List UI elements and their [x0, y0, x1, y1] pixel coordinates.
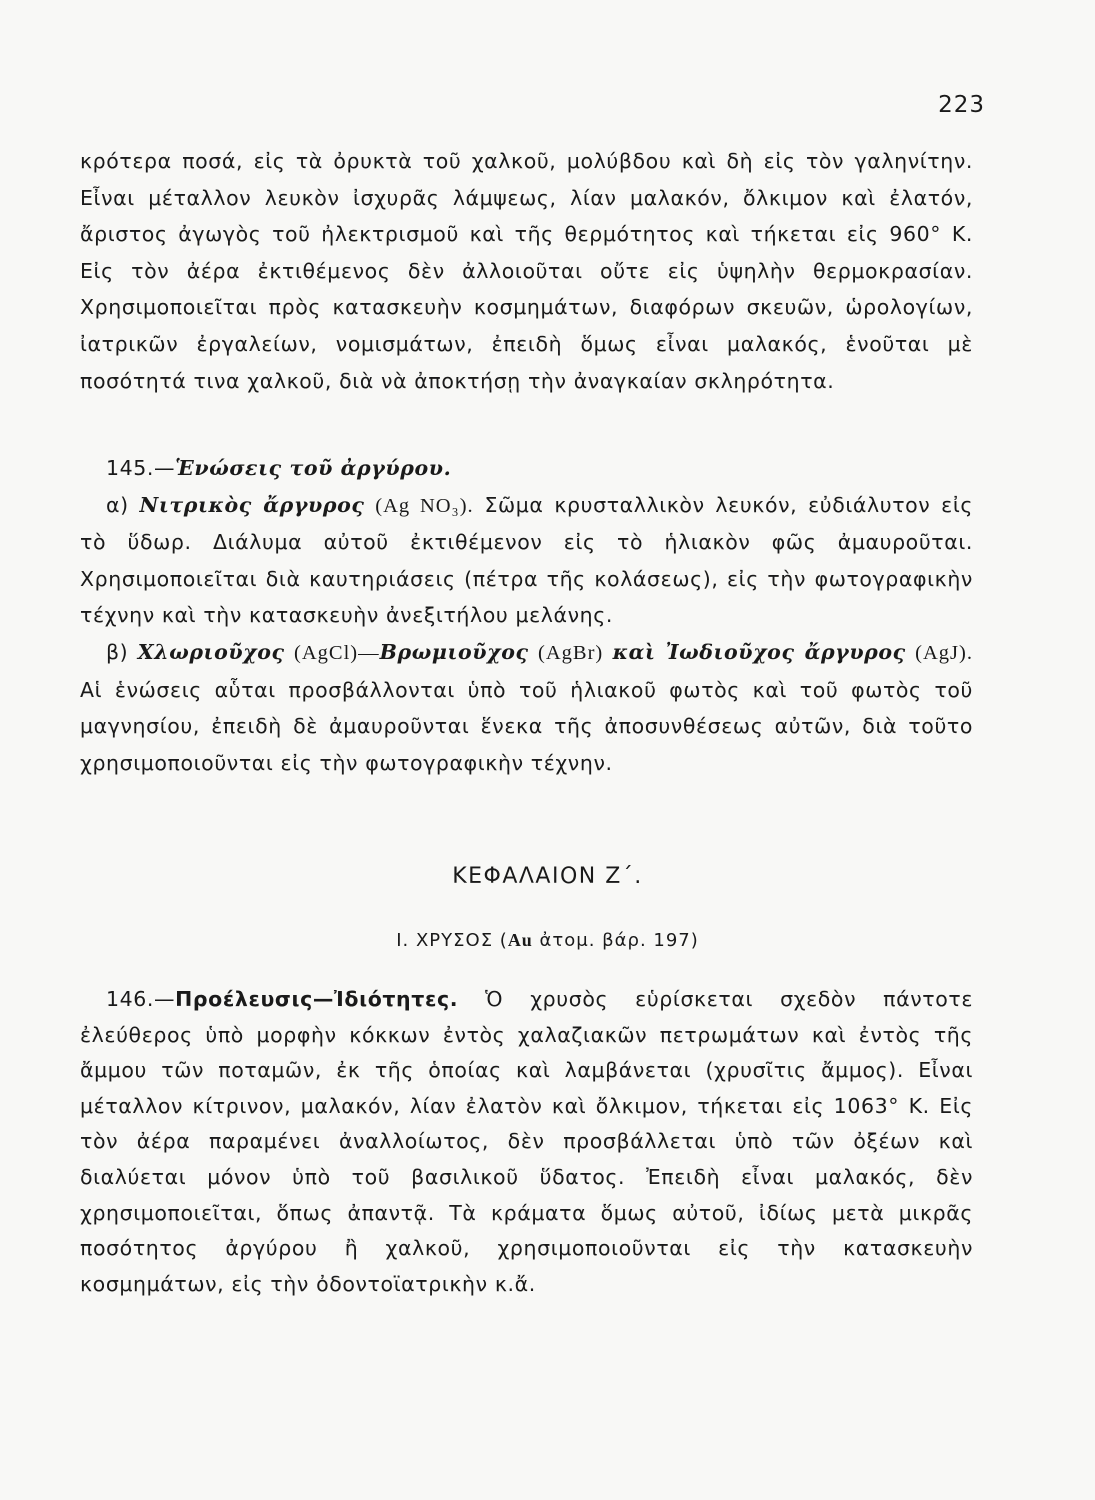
- section-text: Ὁ χρυσὸς εὑρίσκεται σχεδὸν πάντοτε ἐλεύθερος ὑπὸ μορφὴν κόκκων ἐντὸς χαλαζιακῶν πετρωμάτων καὶ ἐντὸς τῆς ἄμμου τῶν ποταμῶν, ἐκ τῆς ὁποίας καὶ λαμβάνεται (χρυσῖτις ἄμμος). Εἶναι μέταλλον κίτρινον, μαλακόν, λίαν ἐλατὸν καὶ ὄλκιμον, τήκεται εἰς 1063° Κ. Εἰς τὸν ἀέρα παραμένει ἀναλλοίωτος, δὲν προσβάλλεται ὑπὸ τῶν ὀξέων καὶ διαλύεται μόνον ὑπὸ τοῦ βασιλικοῦ ὕδατος. Ἐπειδὴ εἶναι μαλακός, δὲν χρησιμοποιεῖται, ὅπως ἀπαντᾷ. Τὰ κράματα ὅμως αὐτοῦ, ἰδίως μετὰ μικρᾶς ποσότητος ἀργύρου ἢ χαλκοῦ, χρησιμοποιοῦνται εἰς τὴν κατασκευὴν κοσμημάτων, εἰς τὴν ὀδοντοϊατρικὴν κ.ἄ.: [80, 987, 973, 1296]
- chemical-formula: (AgCl)—: [294, 641, 380, 664]
- paragraph-silver-properties: [80, 143, 973, 399]
- item-marker: β): [106, 639, 129, 664]
- compound-name: Χλωριοῦχος: [137, 639, 285, 664]
- section-number: 146.—: [106, 987, 176, 1011]
- compound-name: Βρωμιοῦχος: [379, 639, 529, 664]
- page-number: 223: [938, 92, 985, 118]
- compound-name: καὶ Ἰωδιοῦχος ἄργυρος: [612, 639, 906, 664]
- item-silver-halides: [80, 634, 973, 781]
- compound-name: Νιτρικὸς ἄργυρος: [139, 492, 365, 517]
- chemical-formula: (AgBr): [538, 641, 604, 664]
- section-paragraph: [80, 982, 973, 1302]
- section-title: Ἑνώσεις τοῦ ἀργύρου.: [175, 456, 452, 480]
- section-number: 145.—: [106, 456, 176, 480]
- section-145: [80, 450, 973, 781]
- item-marker: α): [106, 492, 129, 517]
- chemical-formula: (AgJ).: [915, 641, 973, 664]
- item-text: Σῶμα κρυσταλλικὸν λευκόν, εὐδιάλυτον εἰς τὸ ὕδωρ. Διάλυμα αὐτοῦ ἐκτιθέμενον εἰς τὸ ἡλιακὸν φῶς ἀμαυροῦται. Χρησιμοποιεῖται διὰ καυτηριάσεις (πέτρα τῆς κολάσεως), εἰς τὴν φωτογραφικὴν τέχνην καὶ τὴν κατασκευὴν ἀνεξιτήλου μελάνης.: [80, 492, 974, 628]
- element-symbol: Au: [507, 930, 533, 950]
- subtitle-text: Ι. ΧΡΥΣΟΣ (: [396, 930, 508, 951]
- section-146: [80, 982, 973, 1302]
- paragraph-text: κρότερα ποσά, εἰς τὰ ὀρυκτὰ τοῦ χαλκοῦ, μολύβδου καὶ δὴ εἰς τὸν γαληνίτην. Εἶναι μέταλλον λευκὸν ἰσχυρᾶς λάμψεως, λίαν μαλακόν, ὄλκιμον καὶ ἐλατόν, ἄριστος ἀγωγὸς τοῦ ἠλεκτρισμοῦ καὶ τῆς θερμότητος καὶ τήκεται εἰς 960° Κ. Εἰς τὸν ἀέρα ἐκτιθέμενος δὲν ἀλλοιοῦται οὔτε εἰς ὑψηλὴν θερμοκρασίαν. Χρησιμοποιεῖται πρὸς κατασκευὴν κοσμημάτων, διαφόρων σκευῶν, ὡρολογίων, ἰατρικῶν ἐργαλείων, νομισμάτων, ἐπειδὴ ὅμως εἶναι μαλακός, ἑνοῦται μὲ ποσότητά τινα χαλκοῦ, διὰ νὰ ἀποκτήσῃ τὴν ἀναγκαίαν σκληρότητα.: [80, 149, 973, 393]
- chemical-formula: (Ag NO₃).: [375, 494, 474, 517]
- subtitle-text: ἀτομ. βάρ. 197): [532, 930, 699, 951]
- section-heading: [80, 450, 973, 487]
- chapter-title: ΚΕΦΑΛΑΙΟΝ Ζ΄.: [452, 864, 643, 889]
- chapter-subtitle: [0, 930, 1095, 951]
- item-silver-nitrate: [80, 487, 973, 634]
- section-title: Προέλευσις—Ἰδιότητες.: [175, 987, 459, 1011]
- item-text: Αἱ ἑνώσεις αὗται προσβάλλονται ὑπὸ τοῦ ἡλιακοῦ φωτὸς καὶ τοῦ φωτὸς τοῦ μαγνησίου, ἐπειδὴ δὲ ἀμαυροῦνται ἕνεκα τῆς ἀποσυνθέσεως αὐτῶν, διὰ τοῦτο χρησιμοποιοῦνται εἰς τὴν φωτογραφικὴν τέχνην.: [80, 677, 973, 775]
